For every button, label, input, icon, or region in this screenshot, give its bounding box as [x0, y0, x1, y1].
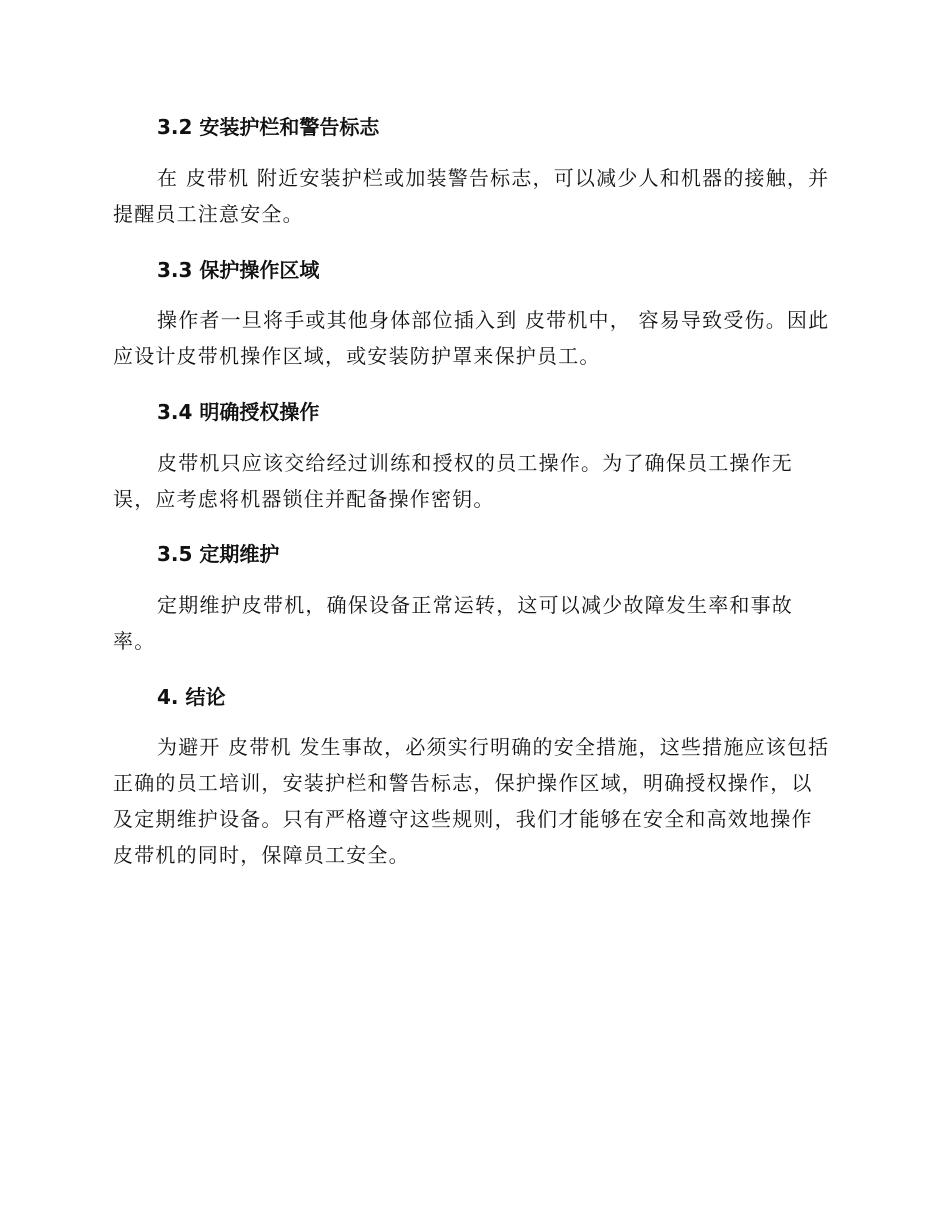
section-body-4: 为避开 皮带机 发生事故，必须实行明确的安全措施，这些措施应该包括正确的员工培训，安装护栏和警告标志，保护操作区域，明确授权操作，以及定期维护设备。只有严格遵守这些规则，我们才能够在安全和高效地操作皮带机的同时，保障员工安全。: [113, 735, 830, 867]
section-heading-4: 4. 结论: [157, 685, 226, 709]
section-heading-3-4: 3.4 明确授权操作: [157, 400, 320, 424]
section-body-3-2: 在 皮带机 附近安装护栏或加装警告标志，可以减少人和机器的接触，并提醒员工注意安全。: [113, 166, 830, 226]
section-body-3-3: 操作者一旦将手或其他身体部位插入到 皮带机中， 容易导致受伤。因此应设计皮带机操作区域，或安装防护罩来保护员工。: [113, 308, 830, 368]
section-heading-3-2: 3.2 安装护栏和警告标志: [157, 115, 380, 139]
section-heading-3-3: 3.3 保护操作区域: [157, 258, 320, 282]
section-body-3-5: 定期维护皮带机，确保设备正常运转，这可以减少故障发生率和事故率。: [113, 593, 793, 653]
section-body-3-4: 皮带机只应该交给经过训练和授权的员工操作。为了确保员工操作无误，应考虑将机器锁住并配备操作密钥。: [113, 451, 793, 511]
section-heading-3-5: 3.5 定期维护: [157, 542, 280, 566]
